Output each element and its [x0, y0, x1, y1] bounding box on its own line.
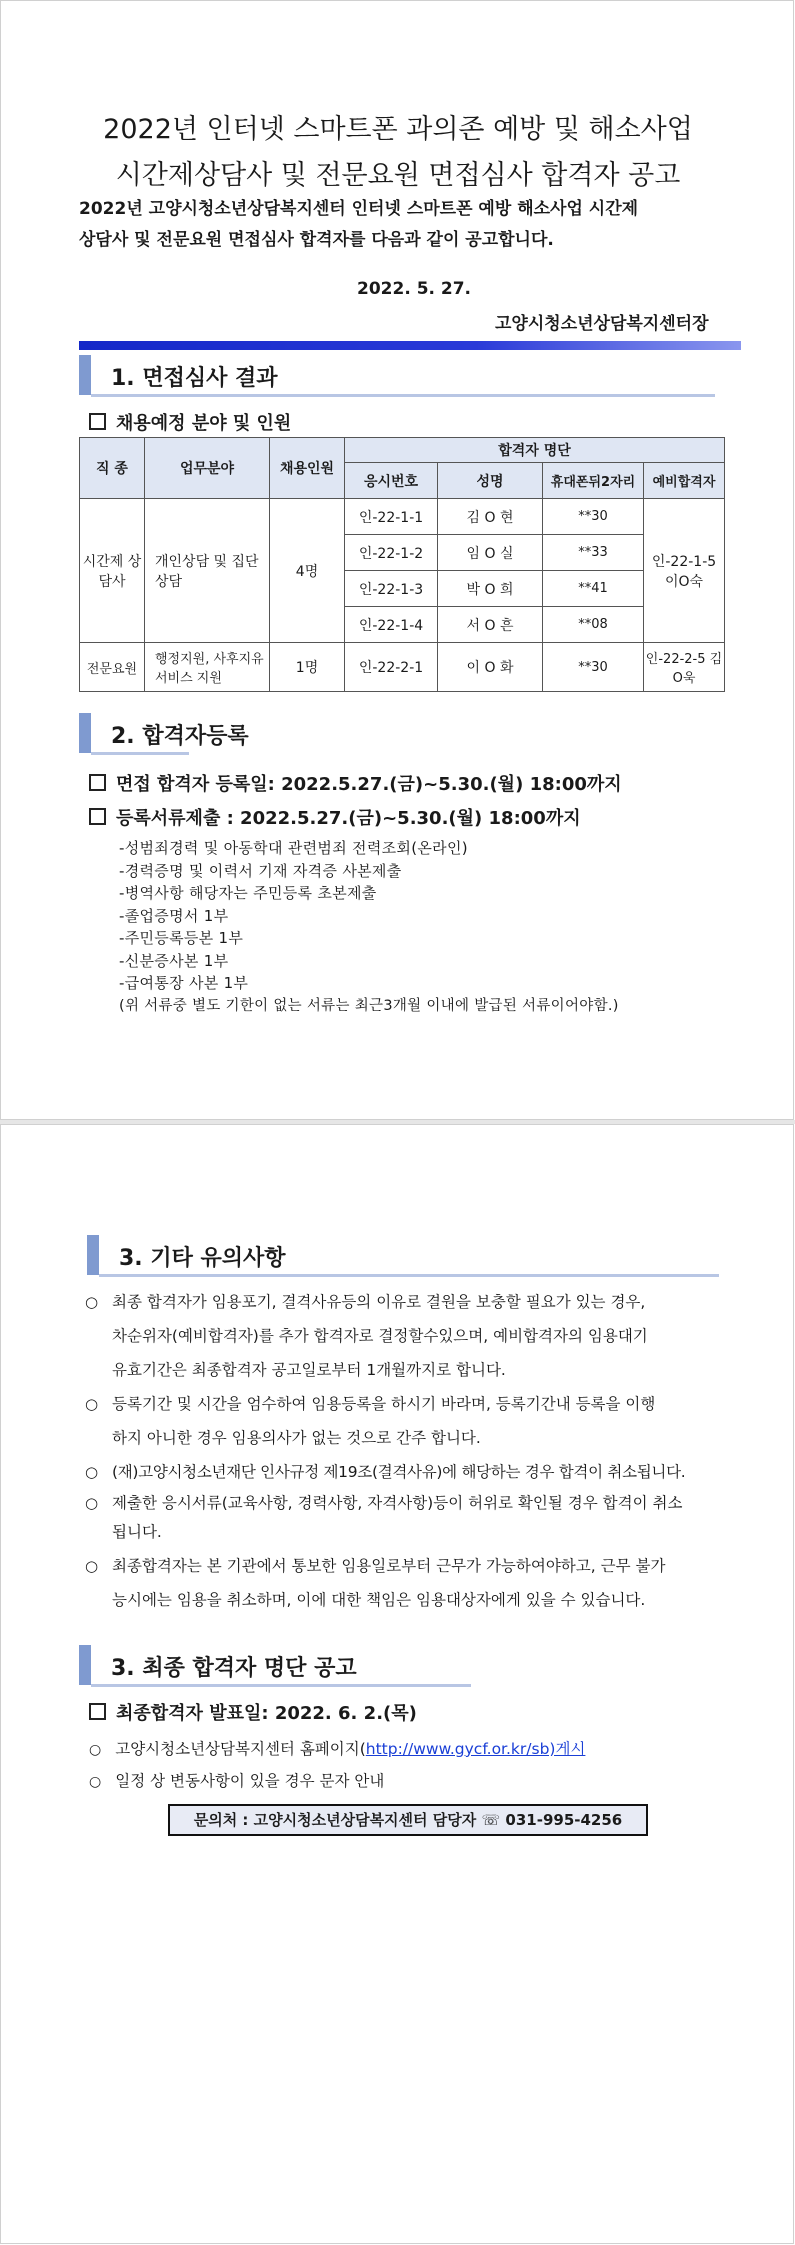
list-item: -급여통장 사본 1부 — [119, 974, 249, 992]
checkbox-square-icon — [89, 1703, 106, 1720]
note-item: ○ 최종 합격자가 임용포기, 결격사유등의 이유로 결원을 보충할 필요가 있는 경우, 차순위자(예비합격자)를 추가 합격자로 결정할수있으며, 예비합격자의 임용대기 유효기간은 최종합격자 공고일로부터 1개월까지로 합니다. — [85, 1285, 745, 1387]
circle-bullet-icon: ○ — [89, 1742, 102, 1758]
cell-count: 1명 — [270, 643, 345, 692]
cell-exam-no: 인-22-1-3 — [345, 571, 438, 607]
circle-bullet-icon: ○ — [85, 1463, 98, 1481]
cell-reserve: 인-22-1-5 이O숙 — [644, 499, 725, 643]
note-item: ○ 제출한 응시서류(교육사항, 경력사항, 자격사항)등이 허위로 확인될 경우 합격이 취소 됩니다. — [85, 1489, 745, 1547]
table-row — [80, 643, 725, 692]
intro-line2: 상담사 및 전문요원 면접심사 합격자를 다음과 같이 공고합니다. — [79, 230, 554, 250]
circle-bullet-icon: ○ — [85, 1557, 99, 1575]
cell-exam-no: 인-22-2-1 — [345, 643, 438, 692]
header-divider-bar — [79, 341, 741, 350]
cell-phone: **30 — [543, 499, 644, 535]
cell-exam-no: 인-22-1-2 — [345, 535, 438, 571]
table-row — [80, 499, 725, 535]
contact-box: 문의처 : 고양시청소년상담복지센터 담당자 ☏ 031-995-4256 — [168, 1804, 648, 1836]
cell-count: 4명 — [270, 499, 345, 643]
note-item: ○ (재)고양시청소년재단 인사규정 제19조(결격사유)에 해당하는 경우 합격이 취소됩니다. — [85, 1455, 745, 1489]
circle-bullet-icon: ○ — [89, 1774, 102, 1790]
notice-title-line2: 시간제상담사 및 전문요원 면접심사 합격자 공고 — [115, 160, 681, 191]
cell-name: 서 O 흔 — [438, 607, 543, 643]
th-phone: 휴대폰뒤2자리 — [543, 463, 644, 499]
cell-name: 이 O 화 — [438, 643, 543, 692]
list-item: -신분증사본 1부 — [119, 951, 229, 970]
section-1-subtitle: 채용예정 분야 및 인원 — [89, 409, 291, 435]
circle-bullet-icon: ○ — [85, 1395, 99, 1413]
cell-field: 행정지원, 사후지유 서비스 지원 — [145, 643, 270, 692]
cell-phone: **41 — [543, 571, 644, 607]
th-field: 업무분야 — [145, 438, 270, 499]
cell-name: 임 O 실 — [438, 535, 543, 571]
cell-phone: **08 — [543, 607, 644, 643]
section-2-title: 2. 합격자등록 — [111, 724, 249, 749]
th-exam-no: 응시번호 — [345, 463, 438, 499]
note-item: ○ 최종합격자는 본 기관에서 통보한 임용일로부터 근무가 가능하여야하고, 근무 불가 능시에는 임용을 취소하며, 이에 대한 책임은 임용대상자에게 있을 수 있습니다. — [85, 1549, 745, 1617]
th-reserve: 예비합격자 — [644, 463, 725, 499]
th-job: 직 종 — [80, 438, 145, 499]
cell-name: 김 O 현 — [438, 499, 543, 535]
checkbox-square-icon — [89, 774, 106, 791]
final-announce-date: 최종합격자 발표일: 2022. 6. 2.(목) — [89, 1699, 417, 1725]
note-item: ○ 등록기간 및 시간을 엄수하여 임용등록을 하시기 바라며, 등록기간내 등록을 이행 하지 아니한 경우 임용의사가 없는 것으로 간주 합니다. — [85, 1387, 745, 1455]
notice-date: 2022. 5. 27. — [357, 279, 472, 299]
th-name: 성명 — [438, 463, 543, 499]
list-item: -경력증명 및 이력서 기재 자격증 사본제출 — [119, 861, 402, 880]
cell-job: 전문요원 — [80, 643, 145, 692]
homepage-notice: ○ 고양시청소년상담복지센터 홈페이지(http://www.gycf.or.kr/sb)게시 — [89, 1740, 586, 1758]
document-submission-line: 등록서류제출 : 2022.5.27.(금)~5.30.(월) 18:00까지 — [89, 804, 581, 830]
list-item: -졸업증명서 1부 — [119, 906, 229, 925]
list-item: (위 서류중 별도 기한이 없는 서류는 최근3개월 이내에 발급된 서류이어야함.) — [119, 997, 619, 1014]
page-2 — [0, 1124, 794, 2244]
intro-line1: 2022년 고양시청소년상담복지센터 인터넷 스마트폰 예방 해소사업 시간제 — [79, 199, 639, 219]
registration-date-line: 면접 합격자 등록일: 2022.5.27.(금)~5.30.(월) 18:00까지 — [89, 770, 622, 796]
notice-title-line1: 2022년 인터넷 스마트폰 과의존 예방 및 해소사업 — [103, 114, 693, 145]
sms-notice: ○ 일정 상 변동사항이 있을 경우 문자 안내 — [89, 1772, 385, 1790]
issuer-name: 고양시청소년상담복지센터장 — [495, 314, 709, 334]
homepage-link[interactable]: http://www.gycf.or.kr/sb)게시 — [365, 1740, 586, 1758]
list-item: -주민등록등본 1부 — [119, 929, 244, 947]
checkbox-square-icon — [89, 413, 106, 430]
cell-name: 박 O 희 — [438, 571, 543, 607]
required-documents-list — [119, 837, 759, 1017]
section-4-title: 3. 최종 합격자 명단 공고 — [111, 1656, 357, 1681]
list-item: -성범죄경력 및 아동학대 관련범죄 전력조회(온라인) — [119, 839, 468, 857]
th-passers: 합격자 명단 — [345, 438, 725, 463]
th-count: 채용인원 — [270, 438, 345, 499]
results-table — [79, 437, 725, 692]
section-3-title: 3. 기타 유의사항 — [119, 1246, 286, 1271]
circle-bullet-icon: ○ — [85, 1293, 99, 1311]
cell-exam-no: 인-22-1-1 — [345, 499, 438, 535]
cell-job: 시간제 상담사 — [80, 499, 145, 643]
list-item: -병역사항 해당자는 주민등록 초본제출 — [119, 884, 377, 902]
cell-reserve: 인-22-2-5 김O욱 — [644, 643, 725, 692]
circle-bullet-icon: ○ — [85, 1494, 99, 1512]
cell-phone: **30 — [543, 643, 644, 692]
cell-field: 개인상담 및 집단상담 — [145, 499, 270, 643]
page-1 — [0, 0, 794, 1120]
cell-phone: **33 — [543, 535, 644, 571]
section-1-title: 1. 면접심사 결과 — [111, 366, 278, 391]
checkbox-square-icon — [89, 808, 106, 825]
cell-exam-no: 인-22-1-4 — [345, 607, 438, 643]
